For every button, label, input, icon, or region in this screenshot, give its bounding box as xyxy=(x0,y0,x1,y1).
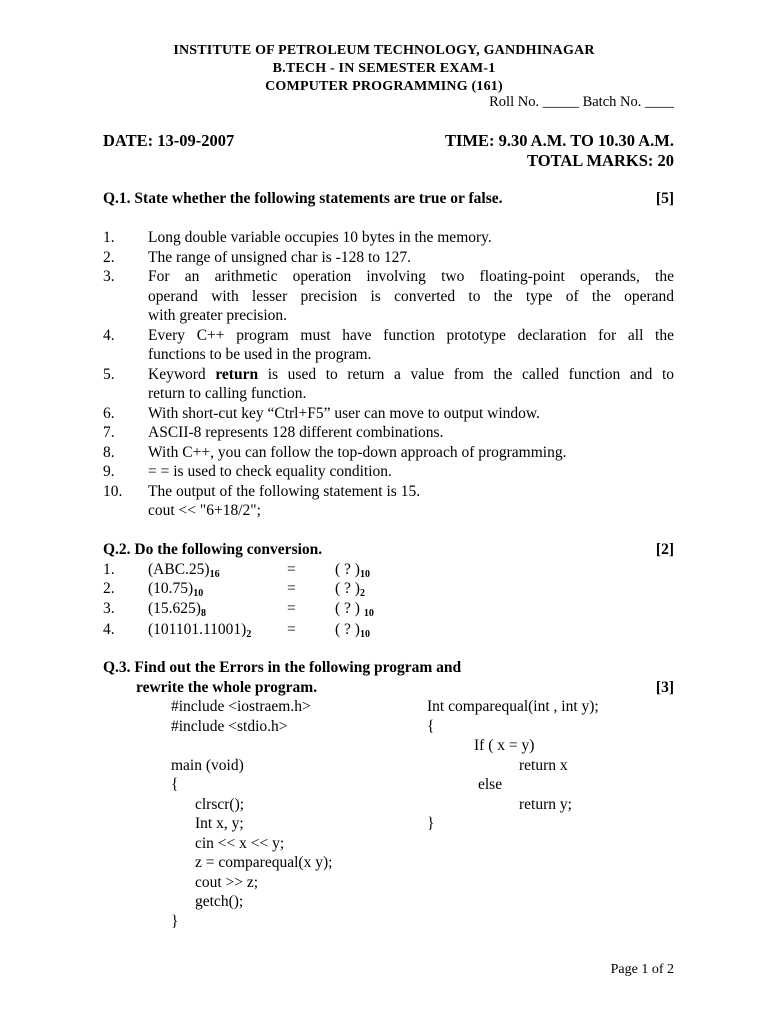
code-line: clrscr(); xyxy=(195,796,245,813)
code-line: else xyxy=(478,776,503,793)
code-line: If ( x = y) xyxy=(474,737,535,754)
code-line: { xyxy=(427,718,435,735)
q1-marks: [5] xyxy=(655,190,674,207)
roll-batch-field: Roll No. _____ Batch No. ____ xyxy=(489,94,674,110)
code-line: { xyxy=(171,776,179,793)
q3-title: Q.3. Find out the Errors in the following program and xyxy=(103,659,462,676)
code-line: cin << x << y; xyxy=(195,835,285,852)
institute-name: INSTITUTE OF PETROLEUM TECHNOLOGY, GANDHINAGAR xyxy=(173,43,595,58)
code-line: Int comparequal(int , int y); xyxy=(427,698,599,715)
code-line: return x xyxy=(519,757,568,774)
q3-marks: [3] xyxy=(655,679,674,696)
code-line: #include <stdio.h> xyxy=(171,718,288,735)
q3-title-line2: rewrite the whole program. xyxy=(136,679,318,696)
exam-date: DATE: 13-09-2007 xyxy=(103,131,235,150)
code-line: return y; xyxy=(519,796,572,813)
code-line: getch(); xyxy=(195,893,244,910)
code-line: Int x, y; xyxy=(195,815,244,832)
code-line: } xyxy=(427,815,435,832)
q1-title: Q.1. State whether the following statements are true or false. xyxy=(103,190,503,207)
total-marks: TOTAL MARKS: 20 xyxy=(527,151,674,170)
course-title: COMPUTER PROGRAMMING (161) xyxy=(265,79,503,94)
code-statement: cout << "6+18/2"; xyxy=(148,502,261,519)
code-line: } xyxy=(171,913,179,930)
page-number: Page 1 of 2 xyxy=(610,962,674,977)
q2-marks: [2] xyxy=(655,541,674,558)
exam-time: TIME: 9.30 A.M. TO 10.30 A.M. xyxy=(444,131,674,150)
keyword-return: return xyxy=(215,366,259,383)
code-line: #include <iostraem.h> xyxy=(171,698,311,715)
code-line: main (void) xyxy=(171,757,244,774)
code-line: z = comparequal(x y); xyxy=(195,854,333,871)
exam-title: B.TECH - IN SEMESTER EXAM-1 xyxy=(272,61,496,76)
q2-title: Q.2. Do the following conversion. xyxy=(103,541,323,558)
code-line: cout >> z; xyxy=(195,874,259,891)
